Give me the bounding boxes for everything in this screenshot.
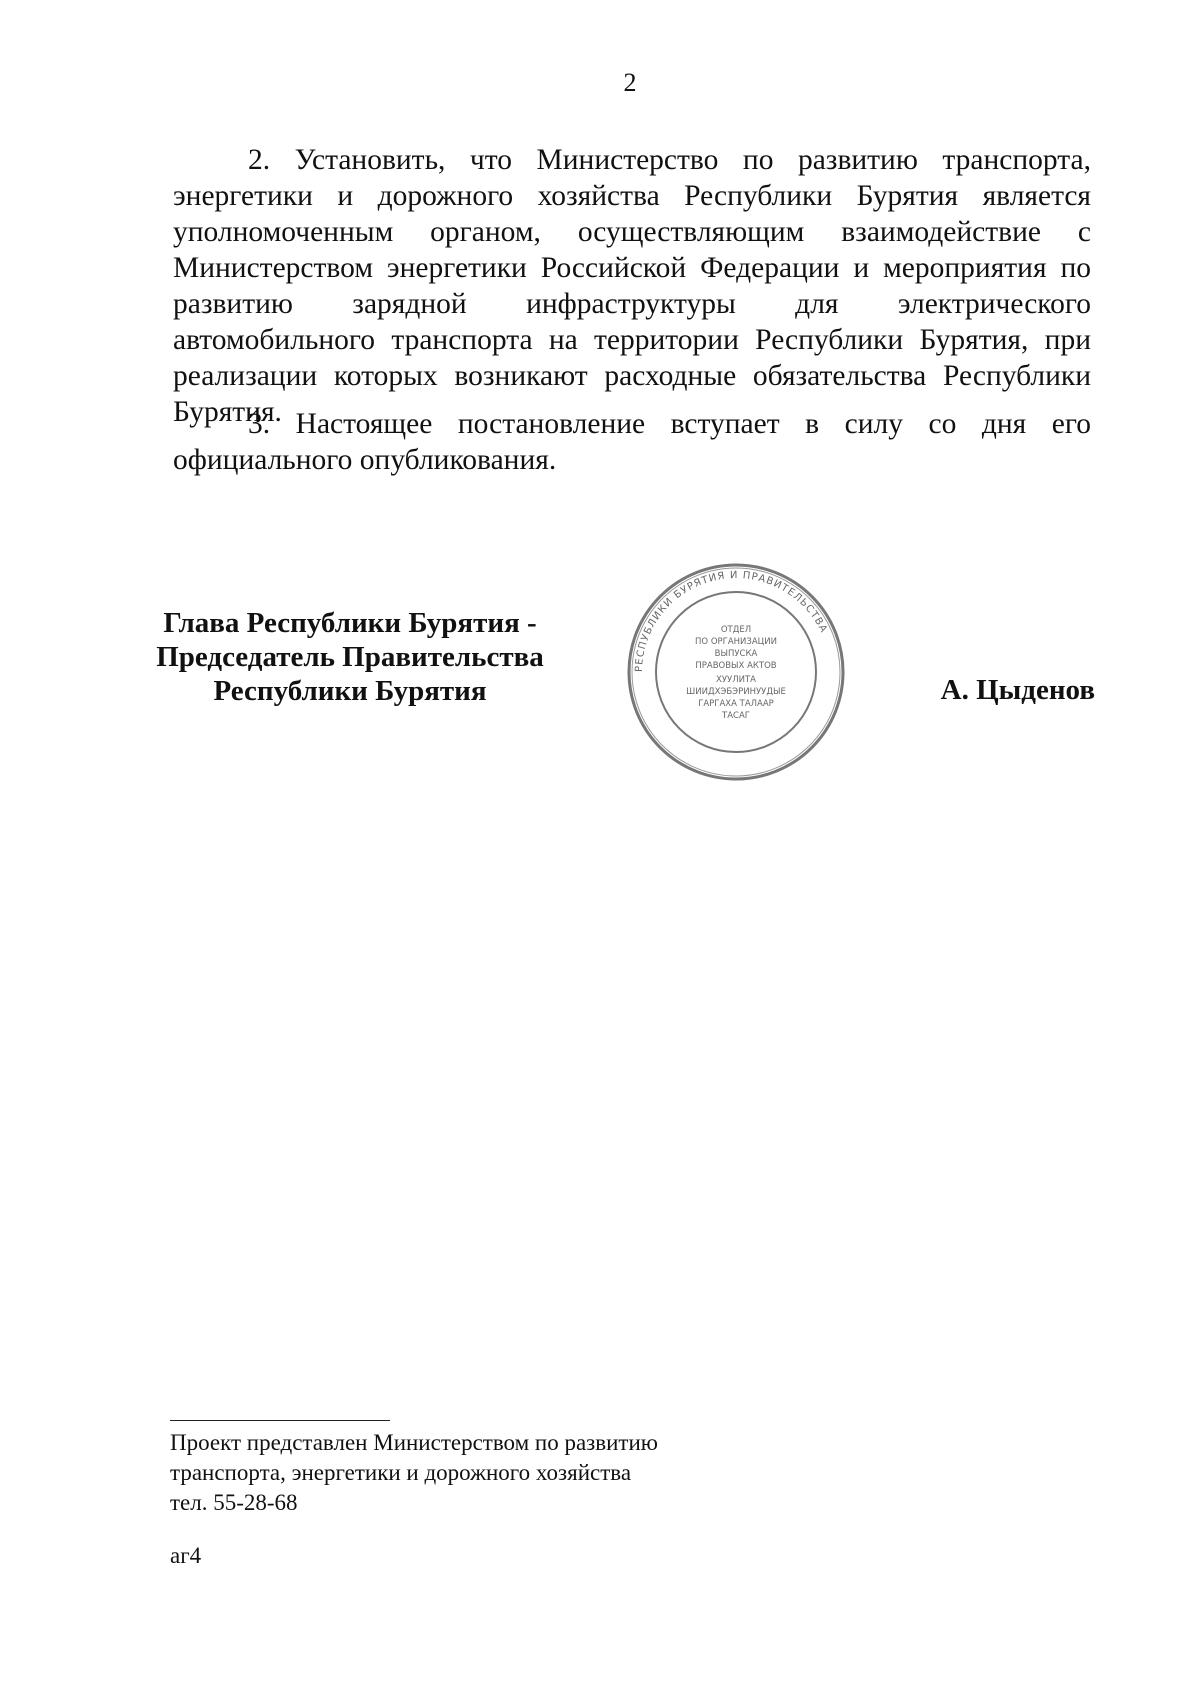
stamp-line: ВЫПУСКА — [714, 649, 758, 659]
footnote-line: транспорта, энергетики и дорожного хозяйства — [170, 1460, 632, 1485]
footnote-line: Проект представлен Министерством по развитию — [170, 1430, 658, 1455]
footnote-line: тел. 55-28-68 — [170, 1490, 298, 1515]
stamp-line: ШИИДХЭБЭРИНУУДЫЕ — [686, 687, 786, 697]
signatory-title-line: Глава Республики Бурятия - — [163, 607, 537, 639]
footnote — [170, 1428, 658, 1518]
footnote-divider — [170, 1420, 390, 1421]
paragraph-2: 2. Установить, что Министерство по развитию транспорта, энергетики и дорожного хозяйства Республики Бурятия является уполномоченным органом, осуществляющим взаимодействие с Министерством энергетики Российской Федерации и мероприятия по развитию зарядной инфраструктуры для электрического автомобильного транспорта на территории Республики Бурятия, при реализации которых возникают расходные обязательства Республики Бурятия. — [173, 144, 1091, 428]
stamp-line: ПО ОРГАНИЗАЦИИ — [695, 637, 777, 647]
signatory-title-line: Республики Бурятия — [213, 675, 487, 707]
page-number: 2 — [623, 68, 637, 97]
signatory-title-line: Председатель Правительства — [156, 641, 544, 673]
document-code: аг4 — [170, 1543, 202, 1568]
stamp-line: ОТДЕЛ — [720, 625, 752, 635]
stamp-line: ПРАВОВЫХ АКТОВ — [695, 661, 777, 671]
paragraph-3: 3. Настоящее постановление вступает в силу со дня его официального опубликования. — [173, 408, 1091, 476]
stamp-line: ГАРГАХА ТАЛААР — [698, 699, 774, 709]
official-stamp — [626, 562, 846, 782]
signatory-title — [140, 606, 560, 708]
stamp-line: ХУУЛИТА — [716, 675, 756, 685]
signatory-name: А. Цыденов — [940, 674, 1095, 706]
stamp-line: ТАСАГ — [722, 711, 750, 721]
stamp-outer-text: РЕСПУБЛИКИ БУРЯТИЯ И ПРАВИТЕЛЬСТВА — [633, 569, 830, 673]
